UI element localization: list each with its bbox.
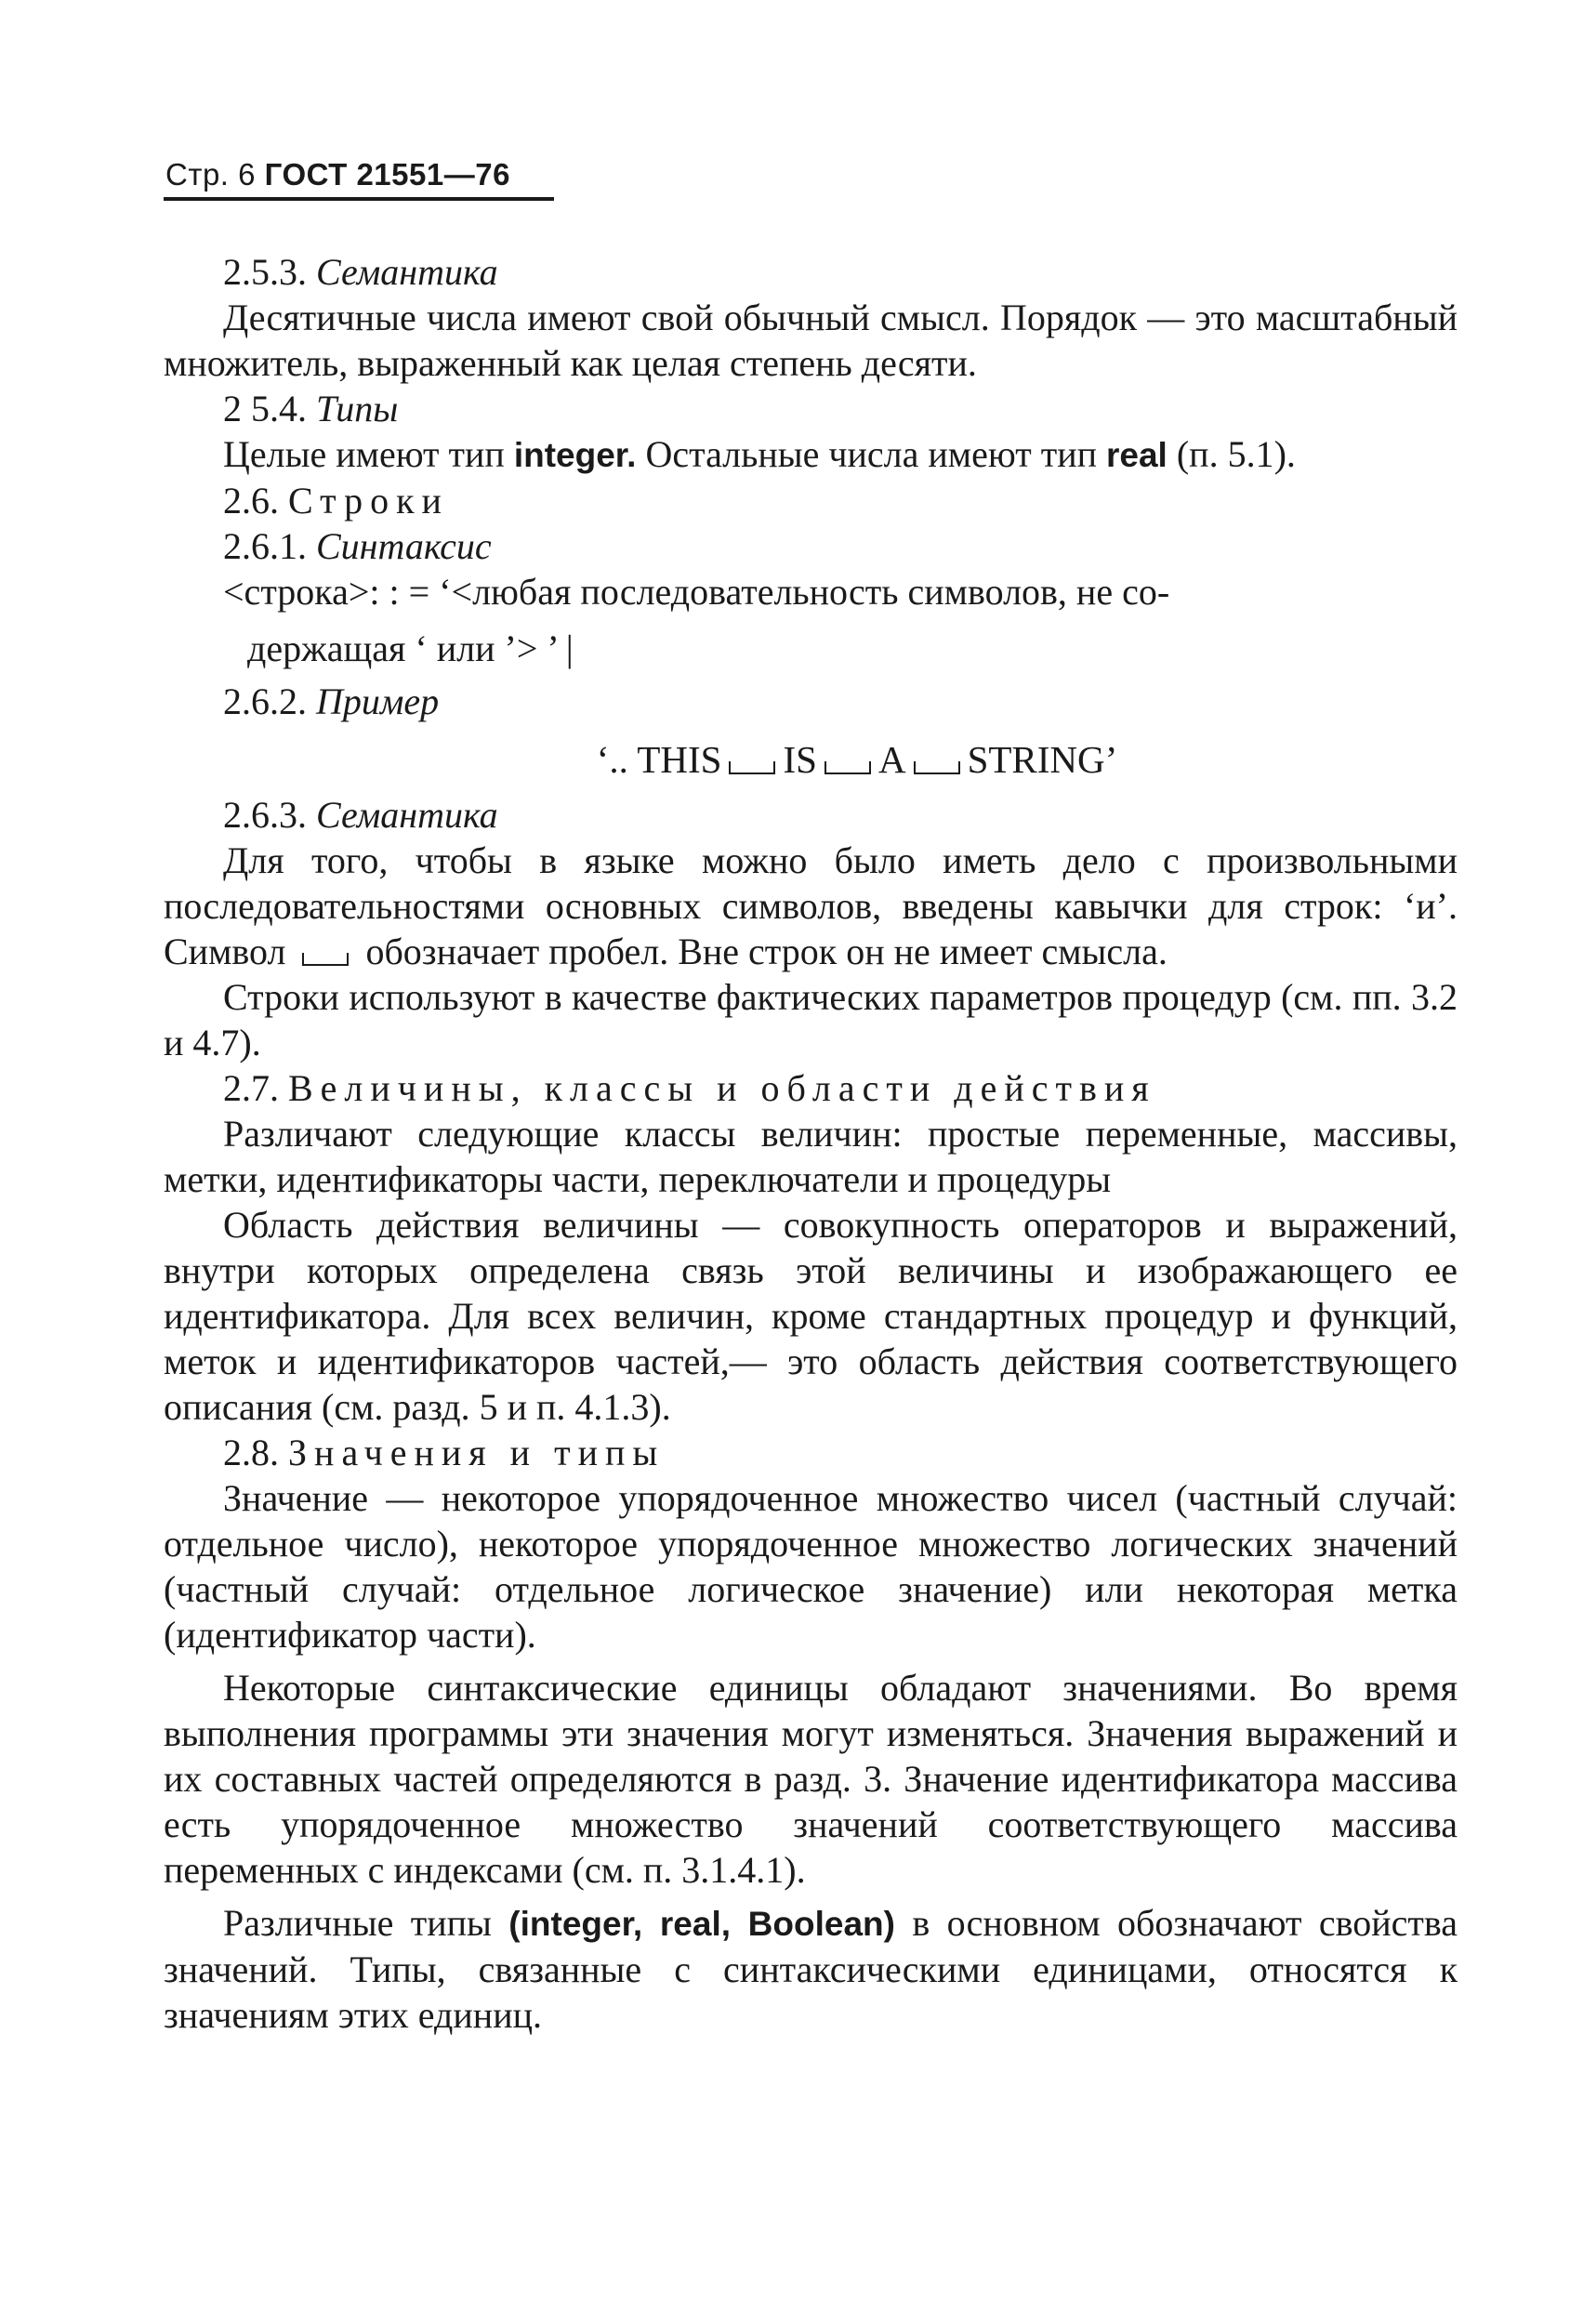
space-symbol-icon	[914, 761, 960, 774]
section-2-6-3-para-1	[164, 838, 1458, 974]
section-2-5-3-text: Десятичные числа имеют свой обычный смысл. Порядок — это масштабный множитель, выраженный как целая степень десяти.	[164, 297, 1458, 384]
section-2-8-heading	[164, 1430, 1458, 1475]
section-2-7-heading	[164, 1065, 1458, 1111]
section-number: 2.6.3.	[223, 794, 307, 836]
section-title: Пример	[316, 680, 440, 722]
text-run: обозначает пробел. Вне строк он не имеет смысла.	[365, 931, 1168, 972]
string-example	[257, 737, 1458, 783]
section-title: Семантика	[316, 794, 498, 836]
syntax-line-2: держащая ‘ или ’> ’ |	[247, 627, 574, 669]
space-symbol-icon	[825, 761, 871, 774]
text-run: в основном обозначают свойства значений. Типы, связанные с синтаксическими единицами, относятся к значениям этих единиц.	[164, 1902, 1458, 2036]
document-body	[164, 249, 1458, 2038]
page-label: Стр. 6	[165, 157, 256, 191]
section-2-8-para-3	[164, 1900, 1458, 2038]
header-rule	[164, 197, 554, 201]
section-number: 2.6.1.	[223, 525, 307, 567]
keyword-types: (integer, real, Boolean)	[508, 1905, 895, 1943]
section-title: Типы	[316, 388, 399, 429]
section-2-6-3-heading	[164, 792, 1458, 838]
text-run: Различные типы	[223, 1902, 492, 1944]
section-2-8-para-2: Некоторые синтаксические единицы обладают значениями. Во время выполнения программы эти значения могут изменяться. Значения выражений и их составных частей определяются в разд. 3. Значение идентификатора массива есть упорядоченное множество значений соответствующего массива переменных с индексами (см. п. 3.1.4.1).	[164, 1667, 1458, 1891]
text-run: Остальные числа имеют тип	[645, 433, 1097, 475]
space-symbol-icon	[729, 761, 775, 774]
section-title: Строки	[288, 480, 449, 522]
standard-number: ГОСТ 21551—76	[264, 157, 510, 191]
text-run: (п. 5.1).	[1176, 433, 1296, 475]
keyword-real: real	[1106, 436, 1168, 474]
syntax-line-1: <строка>: : = ‘<любая последовательность символов, не со-	[223, 571, 1170, 613]
example-word: ‘.. THIS	[596, 738, 722, 781]
section-title: Синтаксис	[316, 525, 492, 567]
text-run: Для того, чтобы в языке можно было иметь дело с произвольными последовательностями основных символов, введены кавычки для строк: ‘и’. Символ	[164, 839, 1458, 972]
example-word: IS	[783, 738, 817, 781]
section-number: 2.7.	[223, 1067, 279, 1109]
section-2-6-3-para-2: Строки используют в качестве фактических параметров процедур (см. пп. 3.2 и 4.7).	[164, 976, 1458, 1063]
section-2-7-para-1: Различают следующие классы величин: простые переменные, массивы, метки, идентификаторы части, переключатели и процедуры	[164, 1113, 1458, 1200]
page-header	[165, 152, 510, 197]
section-title: Значения и типы	[288, 1432, 666, 1473]
section-title: Семантика	[316, 251, 498, 293]
section-number: 2.5.3.	[223, 251, 307, 293]
section-number: 2.8.	[223, 1432, 279, 1473]
section-title: Величины, классы и области действия	[288, 1067, 1156, 1109]
example-word: A	[877, 738, 906, 781]
section-2-6-1-heading	[164, 523, 1458, 569]
text-run: Целые имеют тип	[223, 433, 505, 475]
section-number: 2 5.4.	[223, 388, 307, 429]
section-2-6-heading	[164, 478, 1458, 523]
example-word: STRING’	[967, 738, 1118, 781]
section-2-6-2-heading	[164, 679, 1458, 724]
keyword-integer: integer.	[513, 436, 637, 474]
section-2-8-para-1: Значение — некоторое упорядоченное множество чисел (частный случай: отдельное число), некоторое упорядоченное множество логических значений (частный случай: отдельное логическое значение) или некоторая метка (идентификатор части).	[164, 1477, 1458, 1656]
section-2-5-3-heading	[164, 249, 1458, 295]
space-symbol-icon	[302, 953, 349, 966]
section-2-7-para-2: Область действия величины — совокупность операторов и выражений, внутри которых определена связь этой величины и изображающего ее идентификатора. Для всех величин, кроме стандартных процедур и функций, меток и идентификаторов частей,— это область действия соответствующего описания (см. разд. 5 и п. 4.1.3).	[164, 1204, 1458, 1428]
section-2-5-4-heading	[164, 386, 1458, 431]
section-number: 2.6.2.	[223, 680, 307, 722]
section-number: 2.6.	[223, 480, 279, 522]
section-2-5-4-text	[164, 431, 1458, 478]
